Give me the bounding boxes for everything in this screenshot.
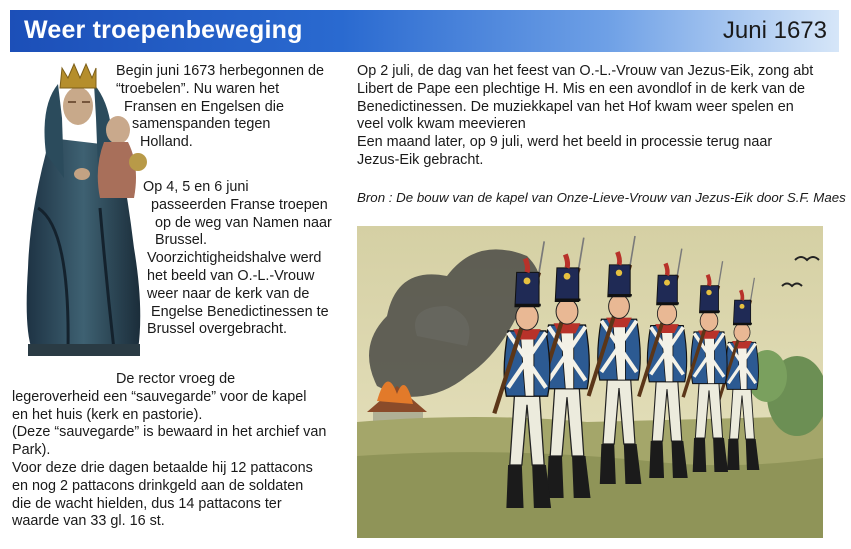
rector-paragraph: De rector vroeg de legeroverheid een “sauvegarde” voor de kapel en het huis (kerk en pastorie). (Deze “sauvegarde” is bewaard in het archief van Park). Voor deze drie dagen betaalde hij 12 pattacons en nog 2 pattacons drinkgeld aan de soldaten die de wacht hielden, dus 14 pattacons ter waarde van 33 gl. 16 st. — [12, 371, 327, 530]
marching-soldiers-illustration — [357, 226, 823, 538]
date-label: Juni 1673 — [722, 17, 827, 44]
intro-paragraph: Begin juni 1673 herbegonnen de “troebelen”. Nu waren het Fransen en Engelsen die samenspanden tegen Holland. — [116, 63, 325, 151]
july-paragraph: Op 2 juli, de dag van het feest van O.-L.-Vrouw van Jezus-Eik, zong abt Libert de Pape een plechtige H. Mis en een avondlof in de kerk van de Benedictinessen. De muziekkapel van het Hof kwam weer spelen en veel volk kwam meevieren Een maand later, op 9 juli, werd het beeld in processie terug naar Jezus-Eik gebracht. — [357, 63, 814, 168]
header-banner — [10, 10, 839, 52]
page-title: Weer troepenbeweging — [24, 16, 303, 44]
source-credit: Bron : De bouw van de kapel van Onze-Lieve-Vrouw van Jezus-Eik door S.F. Maes — [357, 190, 846, 205]
troops-paragraph: Op 4, 5 en 6 juni passeerden Franse troepen op de weg van Namen naar Brussel. Voorzichtigheidshalve werd het beeld van O.-L.-Vrouw weer naar de kerk van de Engelse Benedictinessen te Brussel overgebracht. — [143, 179, 332, 338]
